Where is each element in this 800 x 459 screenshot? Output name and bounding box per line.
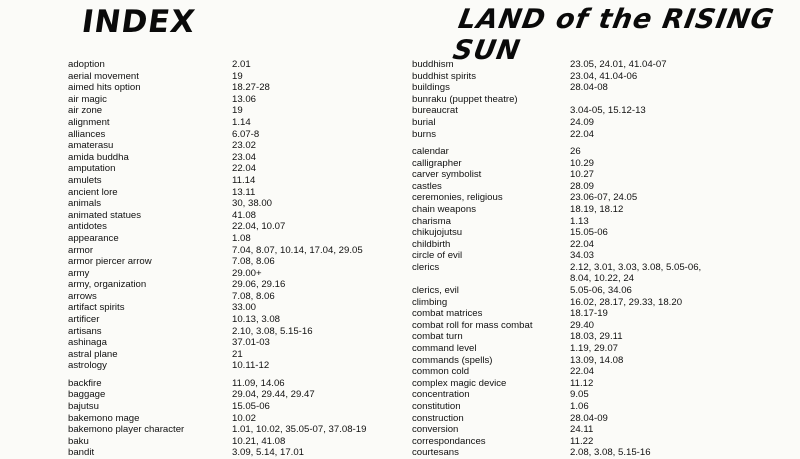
index-entry: [412, 273, 701, 285]
index-term: air magic: [68, 93, 107, 105]
index-entry: [412, 192, 701, 204]
page-reference: 3.04-05, 15.12-13: [570, 105, 646, 117]
index-entry: [412, 227, 701, 239]
index-entry: [68, 163, 366, 175]
index-entry: [68, 256, 366, 268]
index-term: calligrapher: [412, 157, 462, 169]
index-entry: [68, 413, 366, 425]
page-reference: 23.04, 41.04-06: [570, 70, 638, 82]
index-term: amida buddha: [68, 151, 129, 163]
index-term: courtesans: [412, 447, 459, 459]
index-term: armor piercer arrow: [68, 256, 152, 268]
index-entry: [68, 291, 366, 303]
index-entry: [412, 117, 701, 129]
page-reference: 30, 38.00: [232, 198, 273, 210]
index-term: aerial movement: [68, 70, 139, 82]
index-term: air zone: [68, 105, 103, 117]
index-entry: [412, 331, 701, 343]
index-term: concentration: [412, 389, 470, 401]
page-reference: 13.06: [232, 93, 257, 105]
index-term: combat turn: [412, 331, 463, 343]
index-term: amulets: [68, 174, 102, 186]
page-reference: 19: [232, 105, 243, 117]
index-term: army, organization: [68, 279, 147, 291]
book-title: LAND of the RISING SUN: [450, 4, 777, 66]
index-term: complex magic device: [412, 377, 507, 389]
index-term: climbing: [412, 296, 448, 308]
index-entry: [68, 245, 366, 257]
index-entry: [68, 326, 366, 338]
index-entry: [412, 105, 701, 117]
page-reference: 7.08, 8.06: [232, 256, 275, 268]
page-reference: 10.27: [570, 169, 595, 181]
page-reference: 28.04-08: [570, 82, 608, 94]
page-reference: 22.04: [570, 238, 595, 250]
index-entry: [68, 152, 366, 164]
index-entry: [412, 297, 701, 309]
index-entry: [68, 360, 366, 372]
index-term: childbirth: [412, 238, 451, 250]
page-reference: 28.04-09: [570, 412, 608, 424]
index-term: clerics, evil: [412, 285, 459, 297]
index-entry: [68, 71, 366, 83]
page-reference: 13.09, 14.08: [570, 354, 624, 366]
page-reference: 24.09: [570, 116, 595, 128]
page-reference: 1.01, 10.02, 35.05-07, 37.08-19: [232, 424, 367, 436]
index-term: astrology: [68, 360, 107, 372]
index-entry: [68, 389, 366, 401]
index-entry: [412, 436, 701, 448]
index-term: appearance: [68, 232, 119, 244]
index-entry: [412, 140, 701, 157]
index-entry: [412, 285, 701, 297]
page-reference: 23.06-07, 24.05: [570, 192, 638, 204]
page-reference: 11.14: [232, 174, 256, 186]
index-entry: [68, 221, 366, 233]
index-entry: [412, 378, 701, 390]
index-entry: [412, 94, 701, 106]
index-entry: [68, 233, 366, 245]
index-term: combat matrices: [412, 308, 483, 320]
index-entry: [412, 204, 701, 216]
index-entry: [68, 105, 366, 117]
page-reference: 10.02: [232, 412, 257, 424]
page-reference: 19: [232, 70, 243, 82]
index-entry: [68, 279, 366, 291]
index-entry: [68, 447, 366, 459]
page-reference: 15.05-06: [570, 227, 608, 239]
page-reference: 8.04, 10.22, 24: [570, 273, 635, 285]
index-entry: [68, 424, 366, 436]
index-entry: [68, 436, 366, 448]
page-reference: 22.04: [570, 128, 595, 140]
page-reference: 6.07-8: [232, 128, 260, 140]
index-term: constitution: [412, 401, 461, 413]
index-entry: [412, 366, 701, 378]
page-reference: 41.08: [232, 209, 257, 221]
index-term: amaterasu: [68, 140, 114, 152]
page-reference: 16.02, 28.17, 29.33, 18.20: [570, 296, 683, 308]
index-term: astral plane: [68, 348, 118, 360]
index-entry: [412, 239, 701, 251]
page-reference: 5.05-06, 34.06: [570, 285, 632, 297]
page-reference: 18.19, 18.12: [570, 203, 624, 215]
index-term: ancient lore: [68, 186, 118, 198]
index-term: chain weapons: [412, 203, 477, 215]
index-term: alignment: [68, 116, 110, 128]
index-entry: [68, 140, 366, 152]
index-entry: [412, 389, 701, 401]
index-entry: [68, 302, 366, 314]
page-reference: 15.05-06: [232, 401, 270, 413]
index-entry: [68, 175, 366, 187]
index-term: circle of evil: [412, 250, 463, 262]
page-reference: 33.00: [232, 302, 257, 314]
index-entry: [68, 94, 366, 106]
page-reference: 28.09: [570, 180, 595, 192]
page-reference: 23.05, 24.01, 41.04-07: [570, 59, 667, 70]
page-reference: 11.12: [570, 377, 594, 389]
page-reference: 2.10, 3.08, 5.15-16: [232, 325, 313, 337]
page-reference: 3.09, 5.14, 17.01: [232, 447, 305, 459]
page-reference: 29.04, 29.44, 29.47: [232, 389, 315, 401]
page-reference: 29.06, 29.16: [232, 279, 286, 291]
index-term: armor: [68, 244, 94, 256]
index-entry: [412, 59, 701, 71]
index-term: ashinaga: [68, 337, 107, 349]
index-entry: [68, 349, 366, 361]
page-reference: 29.00+: [232, 267, 262, 279]
index-term: artifact spirits: [68, 302, 125, 314]
index-term: combat roll for mass combat: [412, 319, 533, 331]
index-term: commands (spells): [412, 354, 493, 366]
page-reference: 21: [232, 348, 243, 360]
page-reference: 34.03: [570, 250, 595, 262]
page-reference: 2.01: [232, 59, 251, 70]
index-entry: [68, 268, 366, 280]
index-entry: [412, 401, 701, 413]
page-reference: 10.13, 3.08: [232, 314, 281, 326]
page-reference: 10.21, 41.08: [232, 435, 286, 447]
index-term: buildings: [412, 82, 450, 94]
index-term: common cold: [412, 366, 470, 378]
index-entry: [68, 372, 366, 389]
page-reference: 1.14: [232, 116, 251, 128]
index-term: artisans: [68, 325, 102, 337]
page-reference: 26: [570, 145, 581, 157]
index-term: artificer: [68, 314, 100, 326]
index-term: command level: [412, 343, 477, 355]
page-reference: 2.08, 3.08, 5.15-16: [570, 447, 651, 459]
index-entry: [68, 401, 366, 413]
page-reference: 23.02: [232, 140, 257, 152]
index-term: bakemono mage: [68, 412, 140, 424]
index-entry: [412, 169, 701, 181]
page-reference: 18.17-19: [570, 308, 608, 320]
index-term: bakemono player character: [68, 424, 185, 436]
index-entry: [68, 314, 366, 326]
page-reference: 13.11: [232, 186, 256, 198]
index-entry: [68, 210, 366, 222]
index-term: buddhist spirits: [412, 70, 476, 82]
page-reference: 23.04: [232, 151, 257, 163]
index-term: aimed hits option: [68, 82, 141, 94]
page-reference: 22.04, 10.07: [232, 221, 286, 233]
page-reference: 18.27-28: [232, 82, 270, 94]
index-term: bureaucrat: [412, 105, 458, 117]
page-reference: 22.04: [232, 163, 257, 175]
index-term: conversion: [412, 424, 459, 436]
index-term: arrows: [68, 290, 97, 302]
index-term: ceremonies, religious: [412, 192, 503, 204]
index-term: army: [68, 267, 90, 279]
page-reference: 2.12, 3.01, 3.03, 3.08, 5.05-06,: [570, 261, 702, 273]
index-term: animals: [68, 198, 102, 210]
page-reference: 24.11: [570, 424, 594, 436]
index-term: calendar: [412, 145, 449, 157]
page-reference: 10.29: [570, 157, 595, 169]
page-reference: 1.08: [232, 232, 251, 244]
index-term: carver symbolist: [412, 169, 482, 181]
index-term: adoption: [68, 59, 105, 70]
index-column-right: [412, 59, 701, 459]
index-term: bandit: [68, 447, 95, 459]
index-term: correspondances: [412, 435, 486, 447]
index-column-left: [68, 59, 366, 459]
index-entry: [68, 82, 366, 94]
index-term: charisma: [412, 215, 451, 227]
index-term: castles: [412, 180, 442, 192]
index-entry: [412, 71, 701, 83]
index-entry: [412, 262, 701, 274]
index-term: bajutsu: [68, 401, 99, 413]
index-term: burns: [412, 128, 436, 140]
page-reference: 22.04: [570, 366, 595, 378]
index-term: baku: [68, 435, 89, 447]
page-reference: 29.40: [570, 319, 595, 331]
page-reference: 10.11-12: [232, 360, 270, 372]
index-entry: [412, 158, 701, 170]
index-term: construction: [412, 412, 464, 424]
index-term: antidotes: [68, 221, 107, 233]
page-reference: 11.22: [570, 435, 594, 447]
index-term: buddhism: [412, 59, 454, 70]
index-entry: [412, 129, 701, 141]
page-reference: 1.19, 29.07: [570, 343, 619, 355]
index-term: [412, 273, 570, 285]
index-term: amputation: [68, 163, 116, 175]
index-term: backfire: [68, 377, 102, 389]
page-reference: 7.08, 8.06: [232, 290, 275, 302]
page-reference: 18.03, 29.11: [570, 331, 623, 343]
index-term: chikujojutsu: [412, 227, 463, 239]
page-reference: 1.06: [570, 401, 589, 413]
index-term: clerics: [412, 261, 440, 273]
page-reference: 1.13: [570, 215, 589, 227]
index-entry: [412, 82, 701, 94]
page-reference: 37.01-03: [232, 337, 270, 349]
index-entry: [68, 198, 366, 210]
index-entry: [68, 337, 366, 349]
page-reference: 7.04, 8.07, 10.14, 17.04, 29.05: [232, 244, 363, 256]
page-reference: 9.05: [570, 389, 589, 401]
index-entry: [412, 181, 701, 193]
index-entry: [412, 343, 701, 355]
index-entry: [68, 129, 366, 141]
index-entry: [412, 413, 701, 425]
index-term: burial: [412, 116, 436, 128]
index-entry: [412, 447, 701, 459]
page-reference: 11.09, 14.06: [232, 377, 285, 389]
index-entry: [412, 250, 701, 262]
index-term: bunraku (puppet theatre): [412, 93, 518, 105]
index-entry: [412, 308, 701, 320]
index-title: INDEX: [79, 4, 198, 40]
index-entry: [412, 424, 701, 436]
index-entry: [412, 216, 701, 228]
index-entry: [68, 117, 366, 129]
index-term: baggage: [68, 389, 106, 401]
index-term: animated statues: [68, 209, 142, 221]
index-entry: [68, 187, 366, 199]
index-entry: [68, 59, 366, 71]
index-entry: [412, 355, 701, 367]
index-term: alliances: [68, 128, 106, 140]
index-entry: [412, 320, 701, 332]
